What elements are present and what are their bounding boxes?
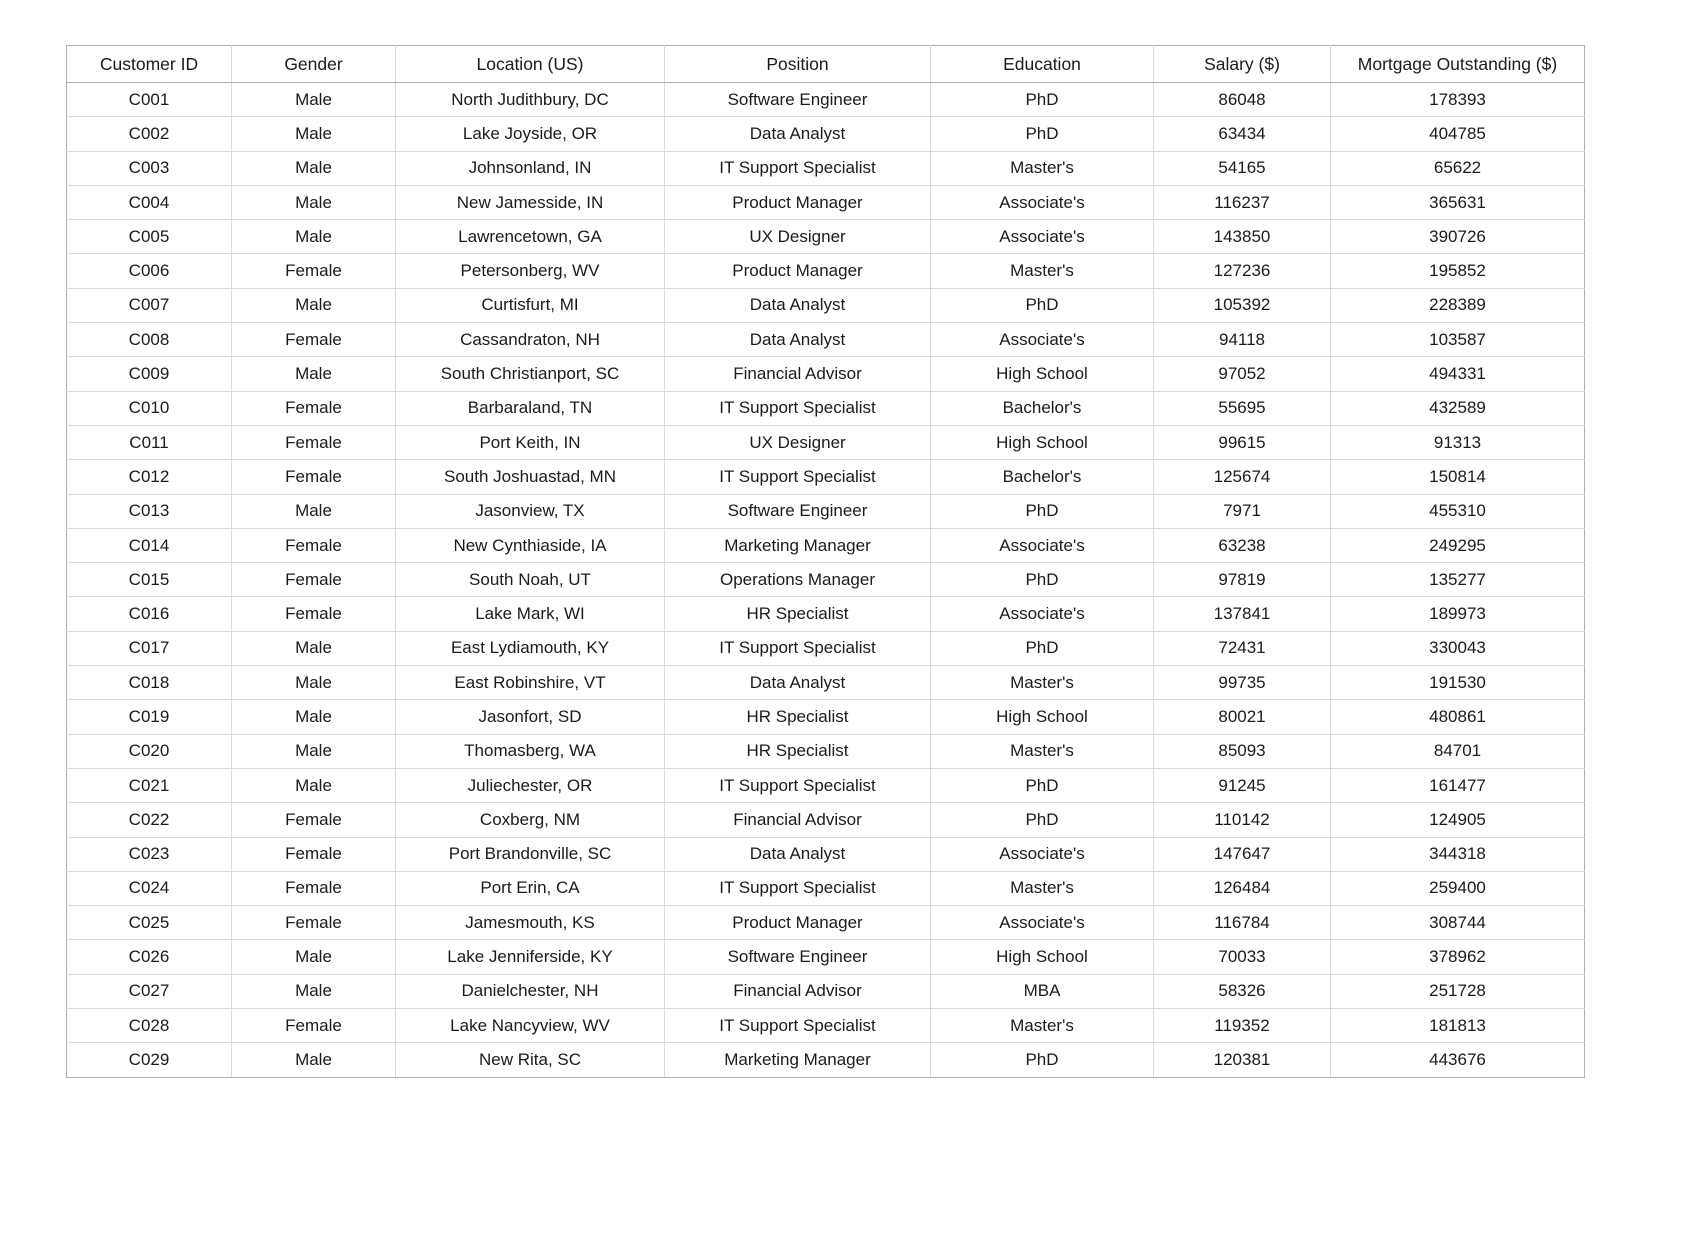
table-cell: Lawrencetown, GA <box>396 220 665 254</box>
table-row <box>67 151 1585 185</box>
table-cell: Master's <box>931 871 1154 905</box>
table-cell: C028 <box>67 1009 232 1043</box>
table-cell: Data Analyst <box>665 666 931 700</box>
table-cell: Data Analyst <box>665 837 931 871</box>
table-cell: C026 <box>67 940 232 974</box>
table-body <box>67 83 1585 1078</box>
table-cell: South Christianport, SC <box>396 357 665 391</box>
table-row <box>67 974 1585 1008</box>
table-row <box>67 597 1585 631</box>
table-cell: 181813 <box>1331 1009 1585 1043</box>
table-cell: 494331 <box>1331 357 1585 391</box>
table-cell: Software Engineer <box>665 494 931 528</box>
table-cell: Female <box>232 837 396 871</box>
table-cell: Bachelor's <box>931 460 1154 494</box>
table-cell: 110142 <box>1154 803 1331 837</box>
table-cell: IT Support Specialist <box>665 631 931 665</box>
table-cell: Associate's <box>931 597 1154 631</box>
table-row <box>67 871 1585 905</box>
table-cell: New Cynthiaside, IA <box>396 528 665 562</box>
table-cell: Associate's <box>931 185 1154 219</box>
table-cell: C016 <box>67 597 232 631</box>
table-row <box>67 1009 1585 1043</box>
table-cell: C024 <box>67 871 232 905</box>
table-cell: Male <box>232 768 396 802</box>
table-cell: Financial Advisor <box>665 803 931 837</box>
table-cell: Product Manager <box>665 906 931 940</box>
table-row <box>67 254 1585 288</box>
table-cell: MBA <box>931 974 1154 1008</box>
table-cell: 259400 <box>1331 871 1585 905</box>
table-cell: PhD <box>931 494 1154 528</box>
table-cell: 390726 <box>1331 220 1585 254</box>
table-cell: C019 <box>67 700 232 734</box>
table-cell: East Robinshire, VT <box>396 666 665 700</box>
table-cell: Female <box>232 528 396 562</box>
table-row <box>67 391 1585 425</box>
table-cell: Female <box>232 254 396 288</box>
table-cell: 178393 <box>1331 83 1585 117</box>
table-cell: Male <box>232 357 396 391</box>
column-header: Mortgage Outstanding ($) <box>1331 46 1585 83</box>
table-cell: PhD <box>931 803 1154 837</box>
table-cell: Female <box>232 391 396 425</box>
table-cell: High School <box>931 357 1154 391</box>
table-cell: 126484 <box>1154 871 1331 905</box>
table-cell: Software Engineer <box>665 83 931 117</box>
column-header: Education <box>931 46 1154 83</box>
table-row <box>67 631 1585 665</box>
table-cell: Associate's <box>931 906 1154 940</box>
table-cell: 251728 <box>1331 974 1585 1008</box>
table-cell: 308744 <box>1331 906 1585 940</box>
table-cell: Master's <box>931 151 1154 185</box>
table-cell: North Judithbury, DC <box>396 83 665 117</box>
table-cell: 72431 <box>1154 631 1331 665</box>
table-cell: 330043 <box>1331 631 1585 665</box>
table-cell: 84701 <box>1331 734 1585 768</box>
table-cell: 189973 <box>1331 597 1585 631</box>
table-cell: 378962 <box>1331 940 1585 974</box>
table-cell: 404785 <box>1331 117 1585 151</box>
table-cell: Female <box>232 597 396 631</box>
table-cell: PhD <box>931 563 1154 597</box>
table-cell: Associate's <box>931 220 1154 254</box>
table-cell: Associate's <box>931 837 1154 871</box>
table-cell: IT Support Specialist <box>665 151 931 185</box>
table-row <box>67 494 1585 528</box>
table-cell: Female <box>232 460 396 494</box>
column-header: Location (US) <box>396 46 665 83</box>
table-row <box>67 837 1585 871</box>
table-cell: C001 <box>67 83 232 117</box>
table-cell: PhD <box>931 288 1154 322</box>
table-row <box>67 768 1585 802</box>
table-row <box>67 117 1585 151</box>
table-cell: Product Manager <box>665 254 931 288</box>
table-cell: Male <box>232 220 396 254</box>
table-cell: Coxberg, NM <box>396 803 665 837</box>
table-cell: PhD <box>931 1043 1154 1077</box>
table-cell: Operations Manager <box>665 563 931 597</box>
table-cell: Bachelor's <box>931 391 1154 425</box>
table-cell: Thomasberg, WA <box>396 734 665 768</box>
table-cell: 94118 <box>1154 323 1331 357</box>
table-header-row <box>67 46 1585 83</box>
table-row <box>67 357 1585 391</box>
table-cell: Barbaraland, TN <box>396 391 665 425</box>
table-cell: 7971 <box>1154 494 1331 528</box>
table-cell: Male <box>232 288 396 322</box>
table-cell: 228389 <box>1331 288 1585 322</box>
table-cell: 97819 <box>1154 563 1331 597</box>
table-cell: Male <box>232 974 396 1008</box>
table-cell: Male <box>232 631 396 665</box>
table-cell: C027 <box>67 974 232 1008</box>
table-cell: 125674 <box>1154 460 1331 494</box>
table-row <box>67 906 1585 940</box>
table-cell: C005 <box>67 220 232 254</box>
table-cell: C012 <box>67 460 232 494</box>
table-cell: IT Support Specialist <box>665 460 931 494</box>
table-cell: Female <box>232 563 396 597</box>
table-cell: Port Keith, IN <box>396 425 665 459</box>
column-header: Customer ID <box>67 46 232 83</box>
table-cell: IT Support Specialist <box>665 768 931 802</box>
table-cell: C020 <box>67 734 232 768</box>
table-cell: Female <box>232 871 396 905</box>
table-cell: 116784 <box>1154 906 1331 940</box>
table-cell: 65622 <box>1331 151 1585 185</box>
table-cell: 119352 <box>1154 1009 1331 1043</box>
table-cell: Port Brandonville, SC <box>396 837 665 871</box>
table-cell: Data Analyst <box>665 117 931 151</box>
table-cell: 249295 <box>1331 528 1585 562</box>
table-cell: Data Analyst <box>665 288 931 322</box>
table-cell: Male <box>232 700 396 734</box>
table-cell: 99615 <box>1154 425 1331 459</box>
table-cell: Male <box>232 185 396 219</box>
table-cell: 143850 <box>1154 220 1331 254</box>
table-cell: C009 <box>67 357 232 391</box>
table-cell: Male <box>232 940 396 974</box>
table-cell: 120381 <box>1154 1043 1331 1077</box>
table-row <box>67 185 1585 219</box>
table-cell: East Lydiamouth, KY <box>396 631 665 665</box>
table-cell: C006 <box>67 254 232 288</box>
table-cell: Lake Joyside, OR <box>396 117 665 151</box>
table-cell: Female <box>232 425 396 459</box>
table-cell: Jasonfort, SD <box>396 700 665 734</box>
table-cell: C010 <box>67 391 232 425</box>
table-cell: Male <box>232 494 396 528</box>
table-row <box>67 220 1585 254</box>
table-cell: Male <box>232 117 396 151</box>
table-cell: UX Designer <box>665 220 931 254</box>
table-row <box>67 528 1585 562</box>
table-cell: C008 <box>67 323 232 357</box>
table-cell: 80021 <box>1154 700 1331 734</box>
customer-table <box>66 45 1585 1078</box>
table-header <box>67 46 1585 83</box>
table-cell: Cassandraton, NH <box>396 323 665 357</box>
table-cell: 344318 <box>1331 837 1585 871</box>
table-cell: Associate's <box>931 323 1154 357</box>
table-cell: 455310 <box>1331 494 1585 528</box>
table-cell: HR Specialist <box>665 734 931 768</box>
table-cell: Petersonberg, WV <box>396 254 665 288</box>
table-cell: 365631 <box>1331 185 1585 219</box>
table-cell: Female <box>232 1009 396 1043</box>
table-cell: UX Designer <box>665 425 931 459</box>
table-cell: IT Support Specialist <box>665 391 931 425</box>
table-row <box>67 323 1585 357</box>
table-cell: Marketing Manager <box>665 528 931 562</box>
table-cell: Financial Advisor <box>665 357 931 391</box>
table-cell: Male <box>232 734 396 768</box>
table-cell: C017 <box>67 631 232 665</box>
table-cell: 99735 <box>1154 666 1331 700</box>
table-cell: 105392 <box>1154 288 1331 322</box>
table-cell: 85093 <box>1154 734 1331 768</box>
table-cell: IT Support Specialist <box>665 1009 931 1043</box>
table-cell: 91313 <box>1331 425 1585 459</box>
table-cell: C014 <box>67 528 232 562</box>
table-cell: 137841 <box>1154 597 1331 631</box>
table-cell: C021 <box>67 768 232 802</box>
table-row <box>67 425 1585 459</box>
table-cell: Master's <box>931 1009 1154 1043</box>
table-cell: C023 <box>67 837 232 871</box>
table-cell: Male <box>232 151 396 185</box>
table-cell: 91245 <box>1154 768 1331 802</box>
table-row <box>67 940 1585 974</box>
table-cell: High School <box>931 940 1154 974</box>
table-cell: HR Specialist <box>665 700 931 734</box>
table-cell: C022 <box>67 803 232 837</box>
table-cell: Male <box>232 83 396 117</box>
table-row <box>67 700 1585 734</box>
table-cell: 55695 <box>1154 391 1331 425</box>
table-cell: Male <box>232 666 396 700</box>
table-cell: 135277 <box>1331 563 1585 597</box>
table-cell: Danielchester, NH <box>396 974 665 1008</box>
table-cell: 147647 <box>1154 837 1331 871</box>
table-cell: C007 <box>67 288 232 322</box>
table-cell: Male <box>232 1043 396 1077</box>
table-cell: High School <box>931 425 1154 459</box>
table-cell: 480861 <box>1331 700 1585 734</box>
table-cell: Master's <box>931 734 1154 768</box>
table-cell: New Rita, SC <box>396 1043 665 1077</box>
table-cell: South Noah, UT <box>396 563 665 597</box>
table-cell: 63434 <box>1154 117 1331 151</box>
table-cell: Female <box>232 323 396 357</box>
table-cell: 191530 <box>1331 666 1585 700</box>
table-cell: 58326 <box>1154 974 1331 1008</box>
table-cell: New Jamesside, IN <box>396 185 665 219</box>
table-cell: South Joshuastad, MN <box>396 460 665 494</box>
table-cell: High School <box>931 700 1154 734</box>
table-cell: Lake Nancyview, WV <box>396 1009 665 1043</box>
table-cell: Master's <box>931 666 1154 700</box>
table-cell: 70033 <box>1154 940 1331 974</box>
column-header: Gender <box>232 46 396 83</box>
table-cell: 150814 <box>1331 460 1585 494</box>
table-row <box>67 666 1585 700</box>
table-row <box>67 460 1585 494</box>
table-cell: Port Erin, CA <box>396 871 665 905</box>
table-cell: Master's <box>931 254 1154 288</box>
table-cell: Female <box>232 906 396 940</box>
table-cell: 116237 <box>1154 185 1331 219</box>
table-cell: IT Support Specialist <box>665 871 931 905</box>
table-cell: C004 <box>67 185 232 219</box>
table-cell: C002 <box>67 117 232 151</box>
table-cell: C029 <box>67 1043 232 1077</box>
table-cell: Jasonview, TX <box>396 494 665 528</box>
table-cell: PhD <box>931 631 1154 665</box>
table-row <box>67 83 1585 117</box>
table-cell: PhD <box>931 83 1154 117</box>
table-cell: 127236 <box>1154 254 1331 288</box>
table-cell: Juliechester, OR <box>396 768 665 802</box>
table-row <box>67 563 1585 597</box>
table-cell: 86048 <box>1154 83 1331 117</box>
table-cell: Financial Advisor <box>665 974 931 1008</box>
table-cell: 432589 <box>1331 391 1585 425</box>
table-cell: C015 <box>67 563 232 597</box>
table-cell: C025 <box>67 906 232 940</box>
column-header: Salary ($) <box>1154 46 1331 83</box>
table-cell: 54165 <box>1154 151 1331 185</box>
table-cell: Data Analyst <box>665 323 931 357</box>
table-cell: HR Specialist <box>665 597 931 631</box>
table-row <box>67 734 1585 768</box>
table-cell: PhD <box>931 117 1154 151</box>
table-cell: C018 <box>67 666 232 700</box>
table-cell: Lake Jenniferside, KY <box>396 940 665 974</box>
table-row <box>67 288 1585 322</box>
table-cell: 63238 <box>1154 528 1331 562</box>
table-cell: Product Manager <box>665 185 931 219</box>
table-cell: 161477 <box>1331 768 1585 802</box>
table-cell: C011 <box>67 425 232 459</box>
table-cell: C003 <box>67 151 232 185</box>
table-cell: C013 <box>67 494 232 528</box>
table-cell: Curtisfurt, MI <box>396 288 665 322</box>
table-cell: 97052 <box>1154 357 1331 391</box>
column-header: Position <box>665 46 931 83</box>
table-cell: Jamesmouth, KS <box>396 906 665 940</box>
table-row <box>67 803 1585 837</box>
table-cell: Female <box>232 803 396 837</box>
table-cell: Software Engineer <box>665 940 931 974</box>
table-cell: PhD <box>931 768 1154 802</box>
table-cell: Johnsonland, IN <box>396 151 665 185</box>
table-cell: Marketing Manager <box>665 1043 931 1077</box>
table-cell: 195852 <box>1331 254 1585 288</box>
table-cell: Associate's <box>931 528 1154 562</box>
table-cell: Lake Mark, WI <box>396 597 665 631</box>
table-cell: 443676 <box>1331 1043 1585 1077</box>
table-cell: 124905 <box>1331 803 1585 837</box>
table-row <box>67 1043 1585 1077</box>
table-cell: 103587 <box>1331 323 1585 357</box>
